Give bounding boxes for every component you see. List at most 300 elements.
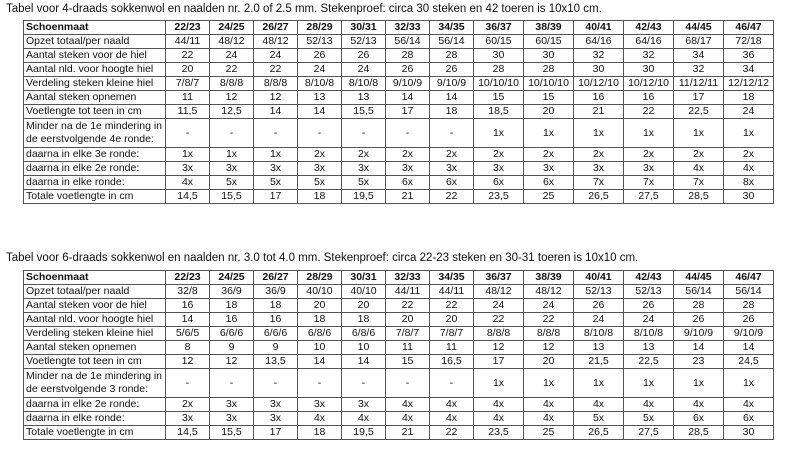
table-cell: 18,5 [474, 105, 524, 119]
table-cell: 12 [210, 91, 254, 105]
table-cell: 21 [386, 426, 430, 440]
table-cell: 10/10/10 [524, 77, 574, 91]
table-cell: - [342, 119, 386, 148]
table-cell: 48/12 [524, 285, 574, 299]
table-cell: 26 [342, 49, 386, 63]
table-cell: 36/9 [210, 285, 254, 299]
table-cell: 15,5 [210, 190, 254, 204]
row-label: Aantal steken opnemen [24, 341, 166, 355]
table-cell: 40/10 [298, 285, 342, 299]
table-cell: 5x [574, 412, 624, 426]
table-cell: 24,5 [724, 355, 774, 369]
row-label: Voetlengte tot teen in cm [24, 355, 166, 369]
table-cell: 1x [624, 119, 674, 148]
table-row [24, 49, 774, 63]
table-cell: 5x [210, 176, 254, 190]
table-cell: 22 [430, 299, 474, 313]
table-cell: 13 [624, 341, 674, 355]
column-header-size: 32/33 [386, 21, 430, 35]
table-cell: 4x [724, 162, 774, 176]
table-cell: 5/6/5 [166, 327, 210, 341]
column-header-size: 40/41 [574, 21, 624, 35]
table-row [24, 341, 774, 355]
table-row [24, 162, 774, 176]
table-cell: 15 [386, 355, 430, 369]
table-cell: 3x [254, 412, 298, 426]
table-cell: 18 [254, 299, 298, 313]
table-cell: 18 [342, 313, 386, 327]
table-cell: 10 [342, 341, 386, 355]
table-cell: 14 [298, 105, 342, 119]
table-cell: 2x [474, 148, 524, 162]
table-cell: 1x [166, 148, 210, 162]
table-cell: 26 [430, 63, 474, 77]
table-cell: 2x [524, 148, 574, 162]
column-header-size: 24/25 [210, 271, 254, 285]
table-cell: 14 [724, 341, 774, 355]
table-cell: 32 [674, 63, 724, 77]
table-cell: 12/12/12 [724, 77, 774, 91]
table-cell: 4x [386, 412, 430, 426]
table-cell: 22 [524, 313, 574, 327]
table-cell: 20 [524, 355, 574, 369]
table-cell: 2x [342, 148, 386, 162]
table-cell: 22 [166, 49, 210, 63]
column-header-size: 28/29 [298, 271, 342, 285]
table-cell: 7x [674, 176, 724, 190]
table-cell: 2x [624, 148, 674, 162]
table-cell: 11 [430, 341, 474, 355]
table-cell: 28 [430, 49, 474, 63]
table-cell: 4x [430, 398, 474, 412]
table-cell: 28 [386, 49, 430, 63]
table-cell: 6x [386, 176, 430, 190]
table-cell: 26 [674, 313, 724, 327]
column-header-label: Schoenmaat [24, 271, 166, 285]
table-cell: - [298, 119, 342, 148]
row-label: daarna in elke 2e ronde: [24, 398, 166, 412]
table-cell: 56/14 [674, 285, 724, 299]
column-header-size: 36/37 [474, 271, 524, 285]
table-cell: 32 [574, 49, 624, 63]
table-cell: 1x [574, 369, 624, 398]
table-cell: 3x [210, 412, 254, 426]
table-cell: 18 [724, 91, 774, 105]
table-cell: 52/13 [574, 285, 624, 299]
table-cell: 3x [430, 162, 474, 176]
table-cell: 30 [524, 49, 574, 63]
table-cell: 24 [254, 49, 298, 63]
table-cell: 12 [524, 341, 574, 355]
row-label: Verdeling steken kleine hiel [24, 327, 166, 341]
table-cell: 22 [430, 426, 474, 440]
table-cell: - [254, 119, 298, 148]
column-header-label: Schoenmaat [24, 21, 166, 35]
table-cell: 22 [430, 190, 474, 204]
column-header-size: 38/39 [524, 271, 574, 285]
table-cell: 4x [474, 398, 524, 412]
table-cell: 22,5 [674, 105, 724, 119]
table-cell: 22 [624, 105, 674, 119]
table-cell: 20 [298, 299, 342, 313]
table-cell: 28 [474, 63, 524, 77]
table-cell: 24 [342, 63, 386, 77]
table-cell: 4x [524, 398, 574, 412]
column-header-size: 44/45 [674, 271, 724, 285]
table-cell: 8/8/8 [474, 327, 524, 341]
table-cell: 4x [574, 398, 624, 412]
table1-shoe-size-4ply [23, 20, 774, 204]
table-cell: 6x [474, 176, 524, 190]
column-header-size: 32/33 [386, 271, 430, 285]
column-header-size: 46/47 [724, 21, 774, 35]
table-row [24, 355, 774, 369]
table-cell: 7/8/7 [166, 77, 210, 91]
table-cell: 12 [210, 355, 254, 369]
table-cell: 8/8/8 [524, 327, 574, 341]
table-row [24, 63, 774, 77]
table-cell: 48/12 [210, 35, 254, 49]
table-cell: 60/15 [524, 35, 574, 49]
table-cell: - [166, 119, 210, 148]
table-cell: 11,5 [166, 105, 210, 119]
table-cell: 9/10/9 [674, 327, 724, 341]
table-cell: 30 [474, 49, 524, 63]
table-cell: 30 [724, 190, 774, 204]
table-cell: 3x [386, 162, 430, 176]
table-cell: 6/8/6 [298, 327, 342, 341]
table-cell: 52/13 [624, 285, 674, 299]
table-cell: 9/10/9 [386, 77, 430, 91]
table-cell: 12 [254, 91, 298, 105]
column-header-size: 42/43 [624, 271, 674, 285]
table-cell: 24 [210, 49, 254, 63]
table-cell: 14 [298, 355, 342, 369]
table-cell: 3x [624, 162, 674, 176]
table-cell: 30 [624, 63, 674, 77]
row-label: Aantal steken voor de hiel [24, 299, 166, 313]
table-cell: 4x [386, 398, 430, 412]
table-cell: 1x [254, 148, 298, 162]
table-cell: 8 [166, 341, 210, 355]
table-cell: 20 [166, 63, 210, 77]
table-cell: 22,5 [624, 355, 674, 369]
table-cell: 8x [724, 176, 774, 190]
table-cell: 12 [166, 355, 210, 369]
table-cell: 12 [474, 341, 524, 355]
table-cell: 24 [474, 299, 524, 313]
table-cell: 68/17 [674, 35, 724, 49]
table-cell: - [254, 369, 298, 398]
table-cell: 24 [574, 313, 624, 327]
table-row [24, 327, 774, 341]
table-cell: 16 [574, 91, 624, 105]
table-cell: 18 [298, 313, 342, 327]
table-row [24, 190, 774, 204]
header-row [24, 21, 774, 35]
table-cell: 15,5 [210, 426, 254, 440]
table-cell: 17 [674, 91, 724, 105]
table-cell: 15 [524, 91, 574, 105]
row-label: Opzet totaal/per naald [24, 285, 166, 299]
row-label: Minder na de 1e mindering in de eerstvolgende 3 ronde: [24, 369, 166, 398]
table-cell: 52/13 [298, 35, 342, 49]
table-row [24, 119, 774, 148]
table-cell: 5x [342, 176, 386, 190]
table-cell: 11/12/11 [674, 77, 724, 91]
table-cell: 40/10 [342, 285, 386, 299]
table-cell: 1x [624, 369, 674, 398]
table-row [24, 176, 774, 190]
table-cell: 32 [624, 49, 674, 63]
table-cell: 4x [624, 398, 674, 412]
table-cell: 30 [574, 63, 624, 77]
table-cell: 3x [210, 162, 254, 176]
table-cell: 56/14 [386, 35, 430, 49]
table-cell: 14 [342, 355, 386, 369]
row-label: daarna in elke ronde: [24, 412, 166, 426]
table-cell: 6/8/6 [342, 327, 386, 341]
table-cell: 18 [210, 299, 254, 313]
table-cell: 30 [724, 426, 774, 440]
table-row [24, 105, 774, 119]
table-cell: 16 [254, 313, 298, 327]
table-cell: 4x [430, 412, 474, 426]
table-cell: 4x [166, 176, 210, 190]
table-cell: 3x [474, 162, 524, 176]
table-row [24, 369, 774, 398]
column-header-size: 24/25 [210, 21, 254, 35]
table-cell: 1x [724, 369, 774, 398]
row-label: Verdeling steken kleine hiel [24, 77, 166, 91]
table-cell: 26,5 [574, 190, 624, 204]
table-cell: 36/9 [254, 285, 298, 299]
table-row [24, 35, 774, 49]
table-cell: 27,5 [624, 190, 674, 204]
table-cell: 3x [254, 162, 298, 176]
table-cell: 8/8/8 [210, 77, 254, 91]
table-cell: 18 [298, 426, 342, 440]
table-cell: 9/10/9 [724, 327, 774, 341]
table-cell: 19,5 [342, 426, 386, 440]
table-cell: 21,5 [574, 355, 624, 369]
table-cell: 6x [524, 176, 574, 190]
column-header-size: 44/45 [674, 21, 724, 35]
table-cell: 22 [474, 313, 524, 327]
table-cell: 4x [474, 412, 524, 426]
table-cell: 15,5 [342, 105, 386, 119]
table-cell: 23 [674, 355, 724, 369]
table-cell: 22 [386, 299, 430, 313]
table-cell: 1x [474, 119, 524, 148]
column-header-size: 26/27 [254, 21, 298, 35]
table-cell: 14 [166, 313, 210, 327]
table-cell: - [166, 369, 210, 398]
table-cell: 16 [624, 91, 674, 105]
table-cell: 9 [210, 341, 254, 355]
table-cell: 10 [298, 341, 342, 355]
table-cell: 4x [342, 412, 386, 426]
table1-caption: Tabel voor 4-draads sokkenwol en naalden nr. 2.0 of 2.5 mm. Stekenproef: circa 30 steken en 42 toeren is 10x10 cm. [6, 3, 602, 15]
table-row [24, 91, 774, 105]
table-row [24, 285, 774, 299]
table-cell: 36 [724, 49, 774, 63]
table-cell: 3x [210, 398, 254, 412]
table-cell: 44/11 [386, 285, 430, 299]
table-cell: 7x [574, 176, 624, 190]
table-cell: 8/10/8 [574, 327, 624, 341]
table-row [24, 426, 774, 440]
table-cell: 44/11 [430, 285, 474, 299]
table-cell: 13 [574, 341, 624, 355]
table-cell: 14 [674, 341, 724, 355]
table-cell: 64/16 [624, 35, 674, 49]
table-cell: 18 [430, 105, 474, 119]
table-cell: 27,5 [624, 426, 674, 440]
table-cell: 34 [724, 63, 774, 77]
table-cell: 20 [386, 313, 430, 327]
table-cell: 48/12 [474, 285, 524, 299]
table-row [24, 398, 774, 412]
table-cell: 17 [254, 190, 298, 204]
table-row [24, 299, 774, 313]
table-cell: 56/14 [430, 35, 474, 49]
table-cell: 2x [674, 148, 724, 162]
row-label: Aantal nld. voor hoogte hiel [24, 63, 166, 77]
table-cell: 17 [254, 426, 298, 440]
table-cell: 18 [298, 190, 342, 204]
table-row [24, 412, 774, 426]
table-cell: 1x [210, 148, 254, 162]
table-cell: 8/10/8 [342, 77, 386, 91]
table-cell: 20 [342, 299, 386, 313]
table-cell: 56/14 [724, 285, 774, 299]
table-cell: 2x [724, 148, 774, 162]
table-cell: 4x [674, 162, 724, 176]
table-cell: 5x [298, 176, 342, 190]
table-cell: 1x [524, 369, 574, 398]
table-cell: 26 [624, 299, 674, 313]
table-cell: 32/8 [166, 285, 210, 299]
table-cell: 16 [210, 313, 254, 327]
table-cell: - [342, 369, 386, 398]
table-cell: 1x [574, 119, 624, 148]
table-cell: 12,5 [210, 105, 254, 119]
table-cell: 28,5 [674, 190, 724, 204]
table-cell: 3x [254, 398, 298, 412]
table-cell: 26 [574, 299, 624, 313]
table-cell: 8/10/8 [624, 327, 674, 341]
table-cell: 22 [254, 63, 298, 77]
table-cell: 7x [624, 176, 674, 190]
column-header-size: 40/41 [574, 271, 624, 285]
table-cell: 24 [524, 299, 574, 313]
table2-header [24, 271, 774, 285]
table-cell: 34 [674, 49, 724, 63]
table-cell: 3x [342, 162, 386, 176]
table2-body [24, 285, 774, 440]
table-cell: 13,5 [254, 355, 298, 369]
table-cell: 14,5 [166, 426, 210, 440]
column-header-size: 22/23 [166, 271, 210, 285]
table-cell: 7/8/7 [430, 327, 474, 341]
table-cell: 23,5 [474, 190, 524, 204]
table-cell: 4x [298, 412, 342, 426]
table-cell: 4x [724, 398, 774, 412]
column-header-size: 46/47 [724, 271, 774, 285]
table-cell: 26 [386, 63, 430, 77]
table1-header [24, 21, 774, 35]
table-cell: 14 [386, 91, 430, 105]
table2-caption: Tabel voor 6-draads sokkenwol en naalden nr. 3.0 tot 4.0 mm. Stekenproef: circa 22-23 steken en 30-31 toeren is 10x10 cm. [6, 252, 639, 264]
table-cell: 1x [474, 369, 524, 398]
table-cell: - [210, 369, 254, 398]
table-cell: 44/11 [166, 35, 210, 49]
table-row [24, 313, 774, 327]
table-cell: 13 [342, 91, 386, 105]
table-cell: 15 [474, 91, 524, 105]
table-cell: 8/10/8 [298, 77, 342, 91]
table-cell: 1x [724, 119, 774, 148]
table-cell: 2x [166, 398, 210, 412]
table-cell: 6/6/6 [254, 327, 298, 341]
table-cell: 16 [166, 299, 210, 313]
table-cell: 10/12/10 [624, 77, 674, 91]
table-cell: 48/12 [254, 35, 298, 49]
column-header-size: 22/23 [166, 21, 210, 35]
table-cell: 14 [254, 105, 298, 119]
row-label: daarna in elke ronde: [24, 176, 166, 190]
table-cell: 13 [298, 91, 342, 105]
table-cell: 3x [298, 398, 342, 412]
table-cell: 4x [524, 412, 574, 426]
row-label: daarna in elke 2e ronde: [24, 162, 166, 176]
row-label: Totale voetlengte in cm [24, 190, 166, 204]
table-cell: 20 [524, 105, 574, 119]
table-cell: 26 [724, 313, 774, 327]
column-header-size: 34/35 [430, 271, 474, 285]
table-cell: 5x [624, 412, 674, 426]
table-cell: 3x [524, 162, 574, 176]
table-cell: 6x [724, 412, 774, 426]
column-header-size: 36/37 [474, 21, 524, 35]
table-cell: 28,5 [674, 426, 724, 440]
table-cell: 52/13 [342, 35, 386, 49]
table-cell: - [386, 369, 430, 398]
table-cell: 9 [254, 341, 298, 355]
table-cell: 2x [298, 148, 342, 162]
table-cell: 19,5 [342, 190, 386, 204]
table-cell: 21 [386, 190, 430, 204]
table-cell: 17 [474, 355, 524, 369]
table-cell: 26,5 [574, 426, 624, 440]
table-cell: 9/10/9 [430, 77, 474, 91]
table-cell: 3x [166, 162, 210, 176]
row-label: Aantal nld. voor hoogte hiel [24, 313, 166, 327]
table-cell: 6x [674, 412, 724, 426]
table-cell: 1x [524, 119, 574, 148]
table-cell: 20 [430, 313, 474, 327]
table-cell: 22 [210, 63, 254, 77]
table-cell: 1x [674, 369, 724, 398]
table-cell: 17 [386, 105, 430, 119]
column-header-size: 34/35 [430, 21, 474, 35]
table-cell: 14,5 [166, 190, 210, 204]
table-cell: 72/18 [724, 35, 774, 49]
table-cell: 25 [524, 426, 574, 440]
table-cell: 1x [674, 119, 724, 148]
table-cell: 3x [166, 412, 210, 426]
